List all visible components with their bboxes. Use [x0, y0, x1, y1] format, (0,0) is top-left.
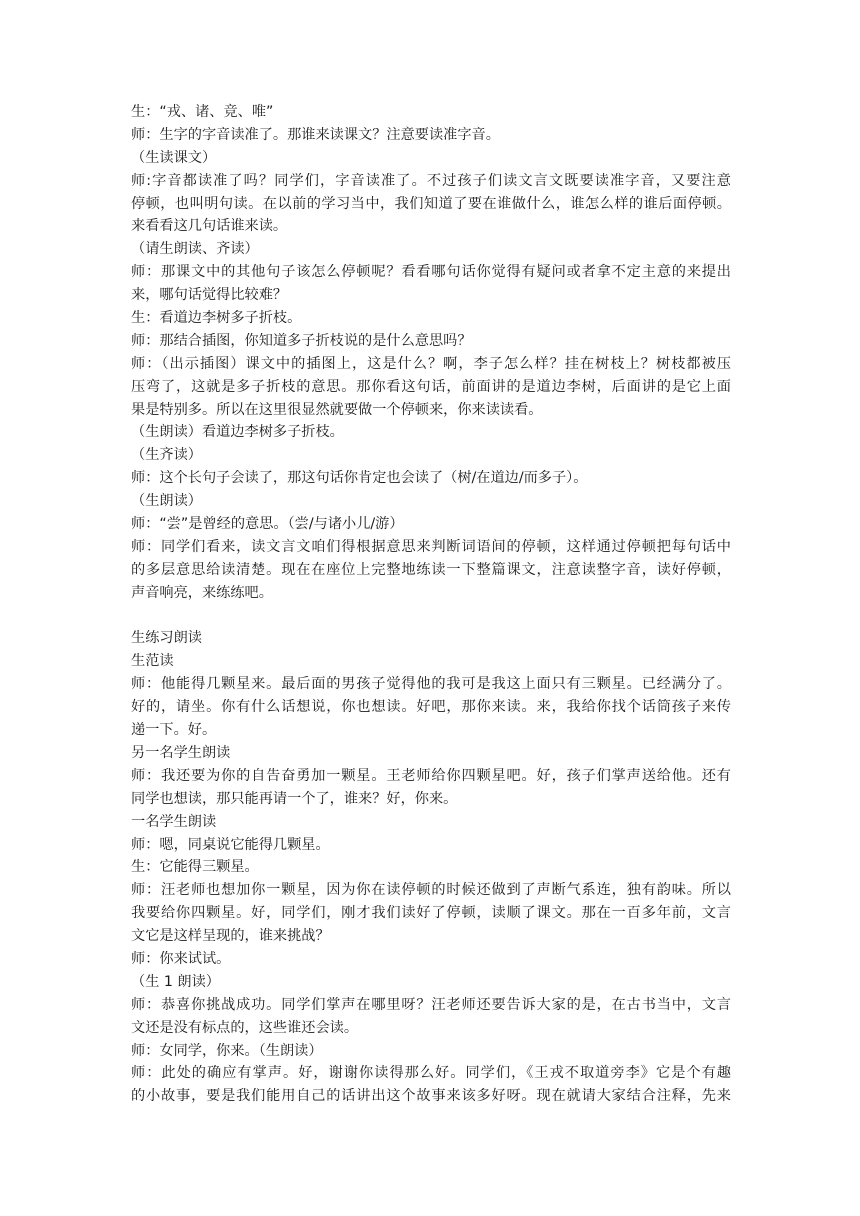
text-line: 师：这个长句子会读了，那这句话你肯定也会读了（树/在道边/而多子）。 — [131, 470, 588, 487]
text-line: 生：它能得三颗星。 — [131, 859, 259, 876]
text-line: 师:字音都读准了吗？同学们，字音读准了。不过孩子们读文言文既要读准字音，又要注意 — [131, 172, 731, 189]
text-line: 的多层意思给读清楚。现在在座位上完整地练读一下整篇课文，注意读整字音，读好停顿， — [131, 561, 731, 578]
text-line: 生：看道边李树多子折枝。 — [131, 310, 302, 327]
text-line: 我要给你四颗星。好，同学们，刚才我们读好了停顿，读顺了课文。那在一百多年前，文言 — [131, 905, 731, 922]
text-line: 同学也想读，那只能再请一个了，谁来？好，你来。 — [131, 790, 458, 807]
text-line: 师：你来试试。 — [131, 950, 231, 967]
text-line: 师：（出示插图）课文中的插图上，这是什么？啊，李子怎么样？挂在树枝上？树枝都被压 — [131, 355, 731, 372]
text-line: （生朗读）看道边李树多子折枝。 — [131, 424, 344, 441]
text-line: 压弯了，这就是多子折枝的意思。那你看这句话，前面讲的是道边李树，后面讲的是它上面 — [131, 378, 731, 395]
text-line: 来，哪句话觉得比较难？ — [131, 287, 288, 304]
text-line: （生朗读） — [131, 493, 202, 510]
text-line: 果是特别多。所以在这里很显然就要做一个停顿来，你来读读看。 — [131, 401, 543, 418]
text-line: （生齐读） — [131, 447, 202, 464]
text-line: 另一名学生朗读 — [131, 744, 231, 761]
text-line: 生：“戎、诸、竞、唯” — [131, 104, 274, 120]
text-line: 的小故事，要是我们能用自己的话讲出这个故事来该多好呀。现在就请大家结合注释，先来 — [131, 1088, 731, 1105]
text-line: 师：那课文中的其他句子该怎么停顿呢？看看哪句话你觉得有疑问或者拿不定主意的来提出 — [131, 264, 731, 281]
text-line: 师：生字的字音读准了。那谁来读课文？注意要读准字音。 — [131, 126, 500, 143]
text-line: 声音响亮，来练练吧。 — [131, 584, 273, 601]
text-line: 师：汪老师也想加你一颗星，因为你在读停顿的时候还做到了声断气系连，独有韵味。所以 — [131, 882, 731, 899]
text-line: 师：他能得几颗星来。最后面的男孩子觉得他的我可是我这上面只有三颗星。已经满分了。 — [131, 676, 731, 693]
text-line: 师：同学们看来，读文言文咱们得根据意思来判断词语间的停顿，这样通过停顿把每句话中 — [131, 538, 731, 555]
text-line: 好的，请坐。你有什么话想说，你也想读。好吧，那你来读。来，我给你找个话筒孩子来传 — [131, 699, 731, 716]
text-line: 生范读 — [131, 653, 174, 670]
text-line: 师：恭喜你挑战成功。同学们掌声在哪里呀？汪老师还要告诉大家的是，在古书当中，文言 — [131, 996, 731, 1013]
text-line: 一名学生朗读 — [131, 813, 217, 830]
text-line: （生 1 朗读） — [131, 973, 220, 990]
text-line: 来看看这几句话谁来读。 — [131, 218, 288, 235]
text-line: 生练习朗读 — [131, 630, 202, 647]
text-line: 师：嗯，同桌说它能得几颗星。 — [131, 836, 330, 853]
text-line: 师：那结合插图，你知道多子折枝说的是什么意思吗？ — [131, 332, 472, 349]
text-line: 师：“尝”是曾经的意思。（尝/与诸小儿/游） — [131, 516, 404, 533]
text-line: （请生朗读、齐读） — [131, 241, 259, 258]
text-line: 文还是没有标点的，这些谁还会读。 — [131, 1019, 359, 1036]
text-line: 师：我还要为你的自告奋勇加一颗星。王老师给你四颗星吧。好，孩子们掌声送给他。还有 — [131, 767, 731, 784]
text-line: 停顿，也叫明句读。在以前的学习当中，我们知道了要在谁做什么，谁怎么样的谁后面停顿。 — [131, 195, 731, 212]
document-page — [131, 101, 731, 1108]
text-line: 文它是这样呈现的，谁来挑战？ — [131, 928, 330, 945]
text-line: 师：此处的确应有掌声。好，谢谢你读得那么好。同学们，《王戎不取道旁李》它是个有趣 — [131, 1065, 731, 1082]
text-line: （生读课文） — [131, 149, 217, 166]
text-line: 递一下。好。 — [131, 722, 217, 739]
blank-line — [131, 605, 731, 628]
text-line: 师：女同学，你来。（生朗读） — [131, 1042, 323, 1059]
